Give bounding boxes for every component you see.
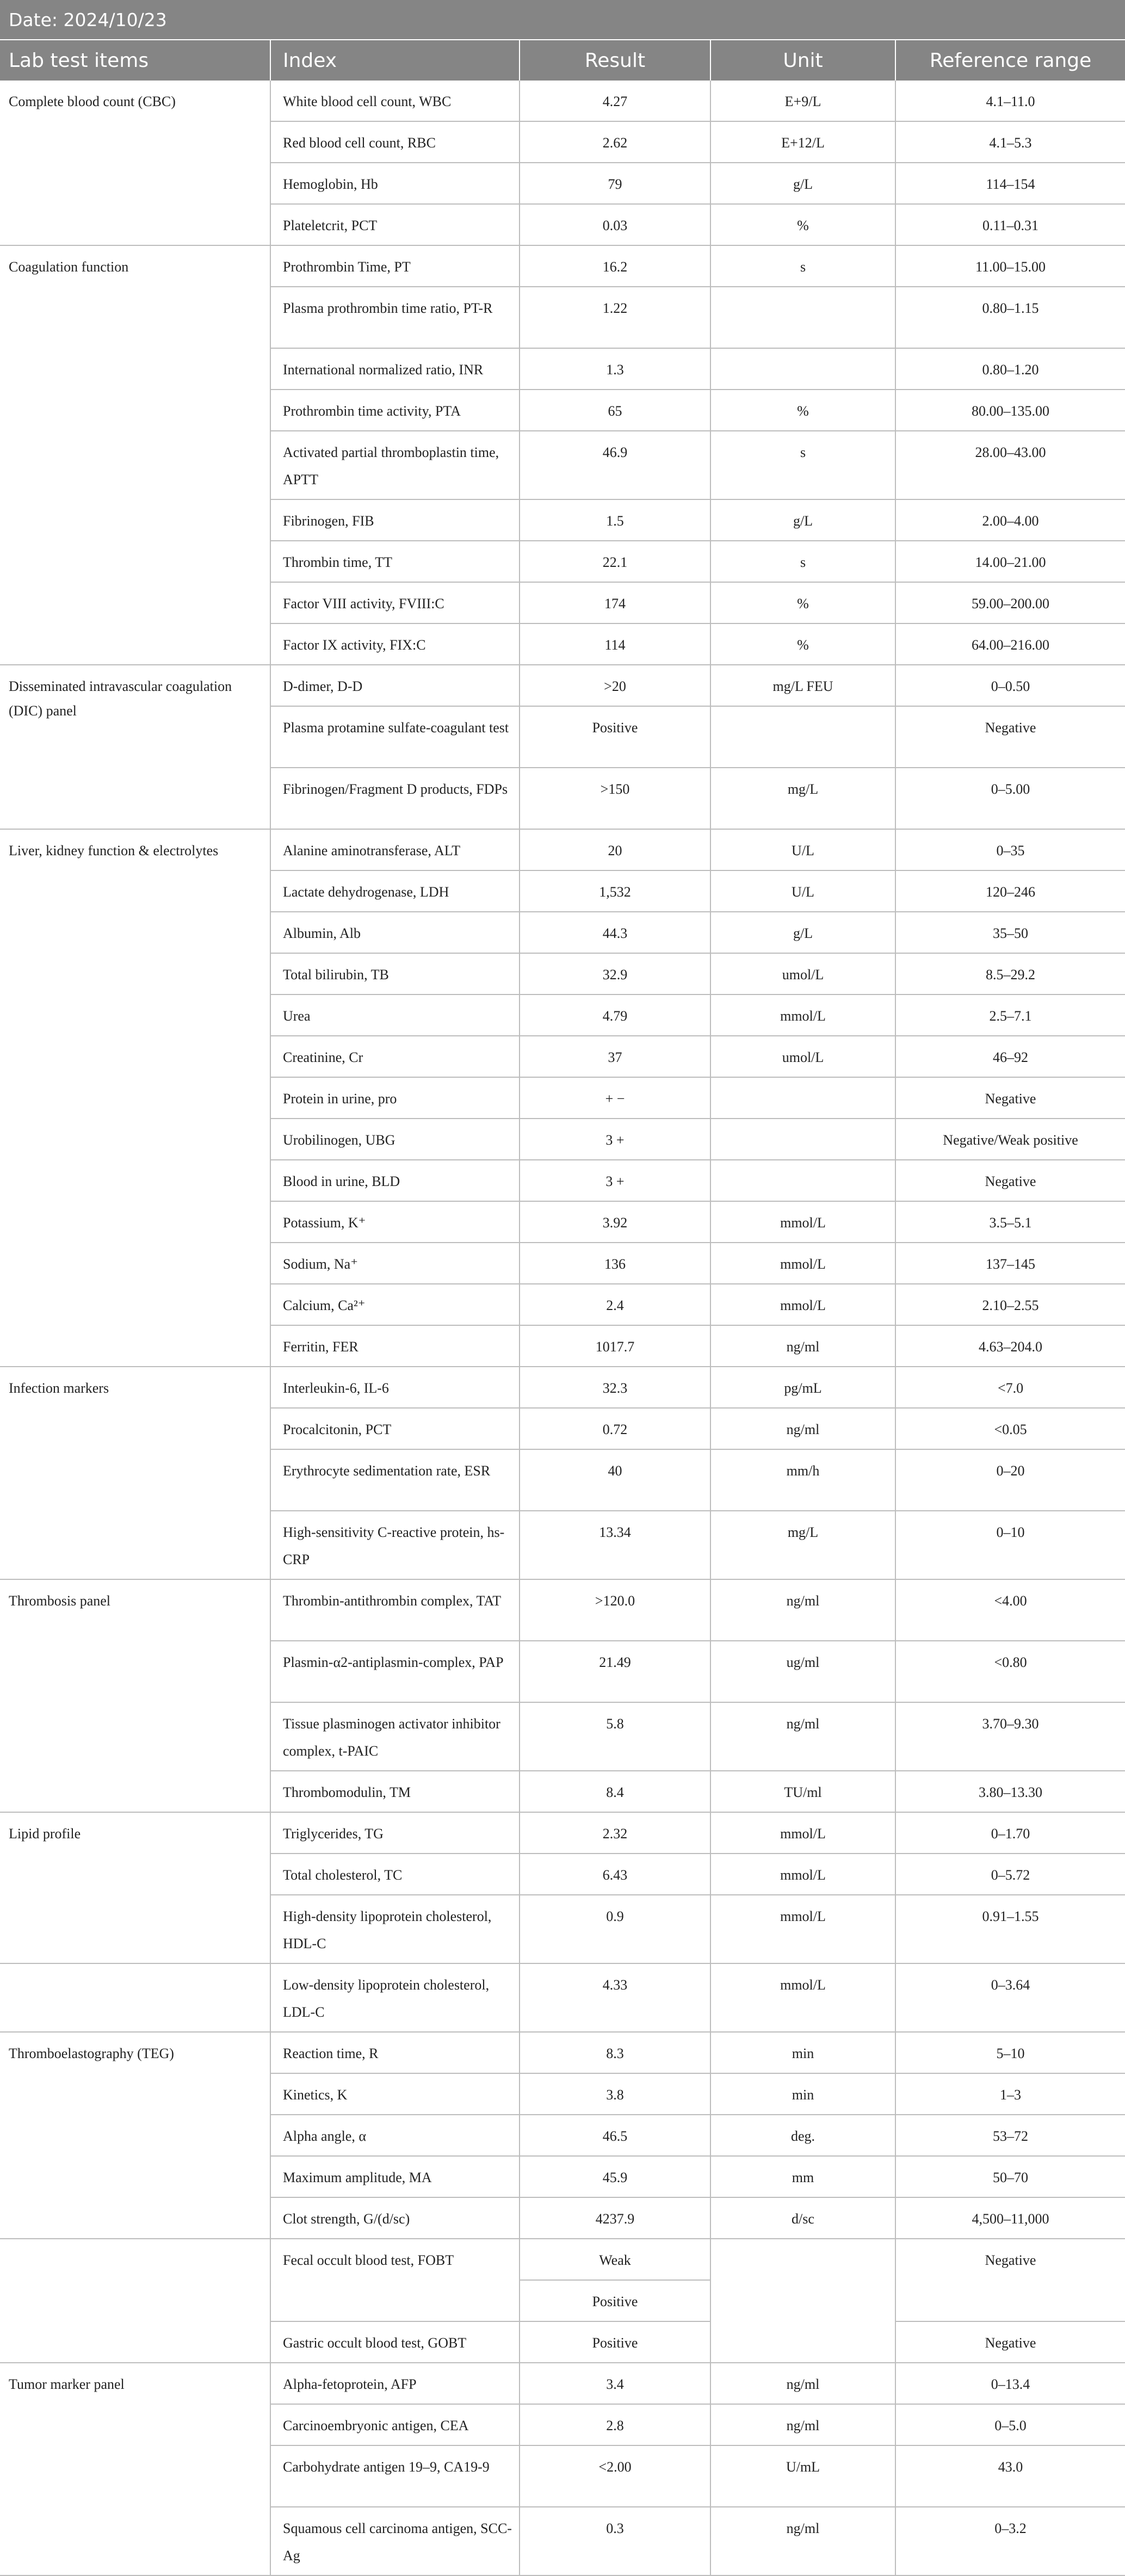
result-cell: 13.34 [520,1511,710,1579]
table-row [0,829,1125,870]
unit-cell [710,706,895,768]
table-row [0,1963,1125,2032]
unit-cell: mmol/L [710,1201,895,1243]
reference-cell: 0.91–1.55 [895,1895,1125,1963]
unit-cell: ng/ml [710,2363,895,2404]
reference-cell: 0–5.00 [895,768,1125,829]
reference-cell: 0–1.70 [895,1812,1125,1854]
index-cell: Maximum amplitude, MA [270,2156,520,2197]
index-cell: Ferritin, FER [270,1325,520,1367]
reference-cell: 3.70–9.30 [895,1702,1125,1771]
unit-cell: U/L [710,870,895,912]
index-cell: Erythrocyte sedimentation rate, ESR [270,1449,520,1511]
result-cell: 1,532 [520,870,710,912]
index-cell: Hemoglobin, Hb [270,163,520,204]
unit-cell: min [710,2032,895,2073]
unit-cell: umol/L [710,1036,895,1077]
unit-cell: mmol/L [710,994,895,1036]
reference-cell: <0.05 [895,1408,1125,1449]
result-cell: >20 [520,665,710,706]
unit-cell [710,348,895,390]
unit-cell: ng/ml [710,1702,895,1771]
reference-cell: 114–154 [895,163,1125,204]
unit-cell [710,287,895,348]
table-body [0,81,1125,2239]
unit-cell: mg/L FEU [710,665,895,706]
reference-cell: Negative [895,1160,1125,1201]
index-cell: Calcium, Ca²⁺ [270,1284,520,1325]
table-row [0,245,1125,287]
unit-cell: d/sc [710,2197,895,2239]
reference-cell: 59.00–200.00 [895,582,1125,623]
reference-cell: 0–5.72 [895,1854,1125,1895]
group-label: Disseminated intravascular coagulation (DIC) panel [0,665,270,829]
index-cell: Albumin, Alb [270,912,520,953]
index-cell: Clot strength, G/(d/sc) [270,2197,520,2239]
reference-cell: 0.80–1.15 [895,287,1125,348]
result-cell: 174 [520,582,710,623]
index-cell: Plasmin-α2-antiplasmin-complex, PAP [270,1641,520,1702]
unit-cell: umol/L [710,953,895,994]
reference-cell: 4.1–5.3 [895,121,1125,163]
unit-cell: pg/mL [710,1367,895,1408]
table-row [0,1367,1125,1408]
reference-cell: Negative/Weak positive [895,1119,1125,1160]
result-cell: >120.0 [520,1579,710,1641]
index-cell: Red blood cell count, RBC [270,121,520,163]
group-label: Lipid profile [0,1812,270,1963]
reference-cell: 2.00–4.00 [895,499,1125,541]
result-cell: 4.33 [520,1963,710,2032]
reference-cell: 3.5–5.1 [895,1201,1125,1243]
table-row [0,1579,1125,1641]
report-date: Date: 2024/10/23 [0,0,1125,40]
group-cell-empty [0,2239,270,2363]
reference-cell: 0–3.64 [895,1963,1125,2032]
index-cell: Kinetics, K [270,2073,520,2115]
result-cell: 3.8 [520,2073,710,2115]
reference-cell: 0–5.0 [895,2404,1125,2445]
fobt-result-line-1: Weak [520,2239,710,2280]
group-label: Coagulation function [0,245,270,665]
index-cell: High-density lipoprotein cholesterol, HDL-C [270,1895,520,1963]
result-cell: 3.92 [520,1201,710,1243]
index-cell: Sodium, Na⁺ [270,1243,520,1284]
reference-cell: 0.80–1.20 [895,348,1125,390]
result-cell: 1017.7 [520,1325,710,1367]
reference-cell: 43.0 [895,2445,1125,2507]
unit-cell: % [710,623,895,665]
unit-cell: mm [710,2156,895,2197]
table-row [0,1812,1125,1854]
result-cell: 8.3 [520,2032,710,2073]
reference-cell: 0–35 [895,829,1125,870]
unit-cell: mmol/L [710,1854,895,1895]
reference-cell: Negative [895,1077,1125,1119]
result-cell: 44.3 [520,912,710,953]
unit-cell: s [710,245,895,287]
result-cell: 3.4 [520,2363,710,2404]
index-cell: Interleukin-6, IL-6 [270,1367,520,1408]
index-cell: Factor IX activity, FIX:C [270,623,520,665]
occult-blood-section [0,2239,1125,2363]
reference-cell: 53–72 [895,2115,1125,2156]
result-cell: 2.8 [520,2404,710,2445]
result-cell: 0.03 [520,204,710,245]
result-cell: 0.9 [520,1895,710,1963]
reference-cell: 2.10–2.55 [895,1284,1125,1325]
unit-cell [710,1119,895,1160]
result-cell: 45.9 [520,2156,710,2197]
fobt-result-line-2: Positive [520,2280,710,2321]
group-label: Complete blood count (CBC) [0,81,270,245]
unit-cell: min [710,2073,895,2115]
result-cell: + − [520,1077,710,1119]
index-cell: White blood cell count, WBC [270,81,520,121]
reference-cell: 11.00–15.00 [895,245,1125,287]
unit-cell: mg/L [710,768,895,829]
reference-cell: 4.63–204.0 [895,1325,1125,1367]
index-cell: Urea [270,994,520,1036]
result-cell: 2.62 [520,121,710,163]
tumor-marker-section [0,2363,1125,2575]
reference-cell: <4.00 [895,1579,1125,1641]
result-cell: 65 [520,390,710,431]
unit-cell: ng/ml [710,2507,895,2575]
reference-cell: 120–246 [895,870,1125,912]
unit-cell: mmol/L [710,1895,895,1963]
reference-cell: 3.80–13.30 [895,1771,1125,1812]
occult-unit [710,2239,895,2363]
index-cell: International normalized ratio, INR [270,348,520,390]
reference-cell: 2.5–7.1 [895,994,1125,1036]
gobt-reference: Negative [895,2321,1125,2363]
group-label [0,1963,270,2032]
result-cell: 4.27 [520,81,710,121]
result-cell: 1.22 [520,287,710,348]
index-cell: Carbohydrate antigen 19–9, CA19-9 [270,2445,520,2507]
reference-cell: 1–3 [895,2073,1125,2115]
table-header [0,40,1125,81]
reference-cell: 14.00–21.00 [895,541,1125,582]
reference-cell: 46–92 [895,1036,1125,1077]
index-cell: Tissue plasminogen activator inhibitor complex, t-PAIC [270,1702,520,1771]
unit-cell: mmol/L [710,1963,895,2032]
result-cell: 79 [520,163,710,204]
index-cell: Factor VIII activity, FVIII:C [270,582,520,623]
result-cell: 4.79 [520,994,710,1036]
reference-cell: 50–70 [895,2156,1125,2197]
fobt-reference: Negative [895,2239,1125,2321]
reference-cell: 4,500–11,000 [895,2197,1125,2239]
unit-cell: g/L [710,912,895,953]
result-cell: Positive [520,706,710,768]
unit-cell: deg. [710,2115,895,2156]
result-cell: 22.1 [520,541,710,582]
fobt-index: Fecal occult blood test, FOBT [270,2239,520,2321]
unit-cell: U/mL [710,2445,895,2507]
index-cell: Thrombin-antithrombin complex, TAT [270,1579,520,1641]
index-cell: Carcinoembryonic antigen, CEA [270,2404,520,2445]
reference-cell: 137–145 [895,1243,1125,1284]
unit-cell: % [710,390,895,431]
reference-cell: Negative [895,706,1125,768]
index-cell: Activated partial thromboplastin time, APTT [270,431,520,499]
index-cell: High-sensitivity C-reactive protein, hs-CRP [270,1511,520,1579]
reference-cell: 0–10 [895,1511,1125,1579]
header-reference-range: Reference range [895,40,1125,81]
unit-cell: mmol/L [710,1284,895,1325]
index-cell: Lactate dehydrogenase, LDH [270,870,520,912]
unit-cell: g/L [710,163,895,204]
index-cell: Alpha-fetoprotein, AFP [270,2363,520,2404]
table-row [0,665,1125,706]
unit-cell [710,1077,895,1119]
result-cell: 46.9 [520,431,710,499]
reference-cell: <7.0 [895,1367,1125,1408]
index-cell: Procalcitonin, PCT [270,1408,520,1449]
reference-cell: 80.00–135.00 [895,390,1125,431]
group-label: Liver, kidney function & electrolytes [0,829,270,1367]
reference-cell: <0.80 [895,1641,1125,1702]
reference-cell: 0–0.50 [895,665,1125,706]
unit-cell [710,1160,895,1201]
result-cell: 37 [520,1036,710,1077]
index-cell: Triglycerides, TG [270,1812,520,1854]
index-cell: Plateletcrit, PCT [270,204,520,245]
result-cell: 3 + [520,1119,710,1160]
unit-cell: E+12/L [710,121,895,163]
gobt-result: Positive [520,2321,710,2363]
index-cell: Protein in urine, pro [270,1077,520,1119]
result-cell: 32.3 [520,1367,710,1408]
index-cell: Blood in urine, BLD [270,1160,520,1201]
result-cell: <2.00 [520,2445,710,2507]
index-cell: Reaction time, R [270,2032,520,2073]
group-label: Thromboelastography (TEG) [0,2032,270,2239]
reference-cell: 64.00–216.00 [895,623,1125,665]
result-cell: 4237.9 [520,2197,710,2239]
unit-cell: ng/ml [710,1325,895,1367]
unit-cell: g/L [710,499,895,541]
unit-cell: E+9/L [710,81,895,121]
group-label: Tumor marker panel [0,2363,270,2575]
unit-cell: ng/ml [710,1579,895,1641]
reference-cell: 8.5–29.2 [895,953,1125,994]
index-cell: Plasma prothrombin time ratio, PT-R [270,287,520,348]
unit-cell: TU/ml [710,1771,895,1812]
index-cell: Alanine aminotransferase, ALT [270,829,520,870]
index-cell: Squamous cell carcinoma antigen, SCC-Ag [270,2507,520,2575]
result-cell: >150 [520,768,710,829]
header-index: Index [270,40,520,81]
result-cell: 2.32 [520,1812,710,1854]
result-cell: 8.4 [520,1771,710,1812]
result-cell: 114 [520,623,710,665]
header-lab-test-items: Lab test items [0,40,270,81]
index-cell: Prothrombin Time, PT [270,245,520,287]
reference-cell: 35–50 [895,912,1125,953]
index-cell: Urobilinogen, UBG [270,1119,520,1160]
index-cell: D-dimer, D-D [270,665,520,706]
result-cell: 6.43 [520,1854,710,1895]
index-cell: Total cholesterol, TC [270,1854,520,1895]
date-row [0,0,1125,40]
table-row [0,81,1125,121]
index-cell: Low-density lipoprotein cholesterol, LDL-C [270,1963,520,2032]
unit-cell: mg/L [710,1511,895,1579]
reference-cell: 0–13.4 [895,2363,1125,2404]
result-cell: 2.4 [520,1284,710,1325]
unit-cell: s [710,431,895,499]
reference-cell: 0–20 [895,1449,1125,1511]
result-cell: 3 + [520,1160,710,1201]
result-cell: 1.3 [520,348,710,390]
result-cell: 0.3 [520,2507,710,2575]
gobt-index: Gastric occult blood test, GOBT [270,2321,520,2363]
index-cell: Thrombin time, TT [270,541,520,582]
unit-cell: ng/ml [710,1408,895,1449]
index-cell: Alpha angle, α [270,2115,520,2156]
result-cell: 0.72 [520,1408,710,1449]
unit-cell: ng/ml [710,2404,895,2445]
header-unit: Unit [710,40,895,81]
reference-cell: 0–3.2 [895,2507,1125,2575]
index-cell: Prothrombin time activity, PTA [270,390,520,431]
unit-cell: mmol/L [710,1812,895,1854]
unit-cell: s [710,541,895,582]
unit-cell: mm/h [710,1449,895,1511]
unit-cell: mmol/L [710,1243,895,1284]
index-cell: Potassium, K⁺ [270,1201,520,1243]
unit-cell: % [710,582,895,623]
index-cell: Thrombomodulin, TM [270,1771,520,1812]
index-cell: Total bilirubin, TB [270,953,520,994]
reference-cell: 0.11–0.31 [895,204,1125,245]
reference-cell: 28.00–43.00 [895,431,1125,499]
header-result: Result [520,40,710,81]
result-cell: 136 [520,1243,710,1284]
result-cell: 46.5 [520,2115,710,2156]
unit-cell: % [710,204,895,245]
reference-cell: 4.1–11.0 [895,81,1125,121]
index-cell: Fibrinogen/Fragment D products, FDPs [270,768,520,829]
reference-cell: 5–10 [895,2032,1125,2073]
unit-cell: ug/ml [710,1641,895,1702]
result-cell: 32.9 [520,953,710,994]
result-cell: 1.5 [520,499,710,541]
table-row [0,2032,1125,2073]
index-cell: Fibrinogen, FIB [270,499,520,541]
index-cell: Plasma protamine sulfate-coagulant test [270,706,520,768]
group-label: Infection markers [0,1367,270,1579]
result-cell: 16.2 [520,245,710,287]
index-cell: Creatinine, Cr [270,1036,520,1077]
result-cell: 40 [520,1449,710,1511]
table-row [0,2363,1125,2404]
result-cell: 5.8 [520,1702,710,1771]
result-cell: 21.49 [520,1641,710,1702]
unit-cell: U/L [710,829,895,870]
group-label: Thrombosis panel [0,1579,270,1812]
result-cell: 20 [520,829,710,870]
